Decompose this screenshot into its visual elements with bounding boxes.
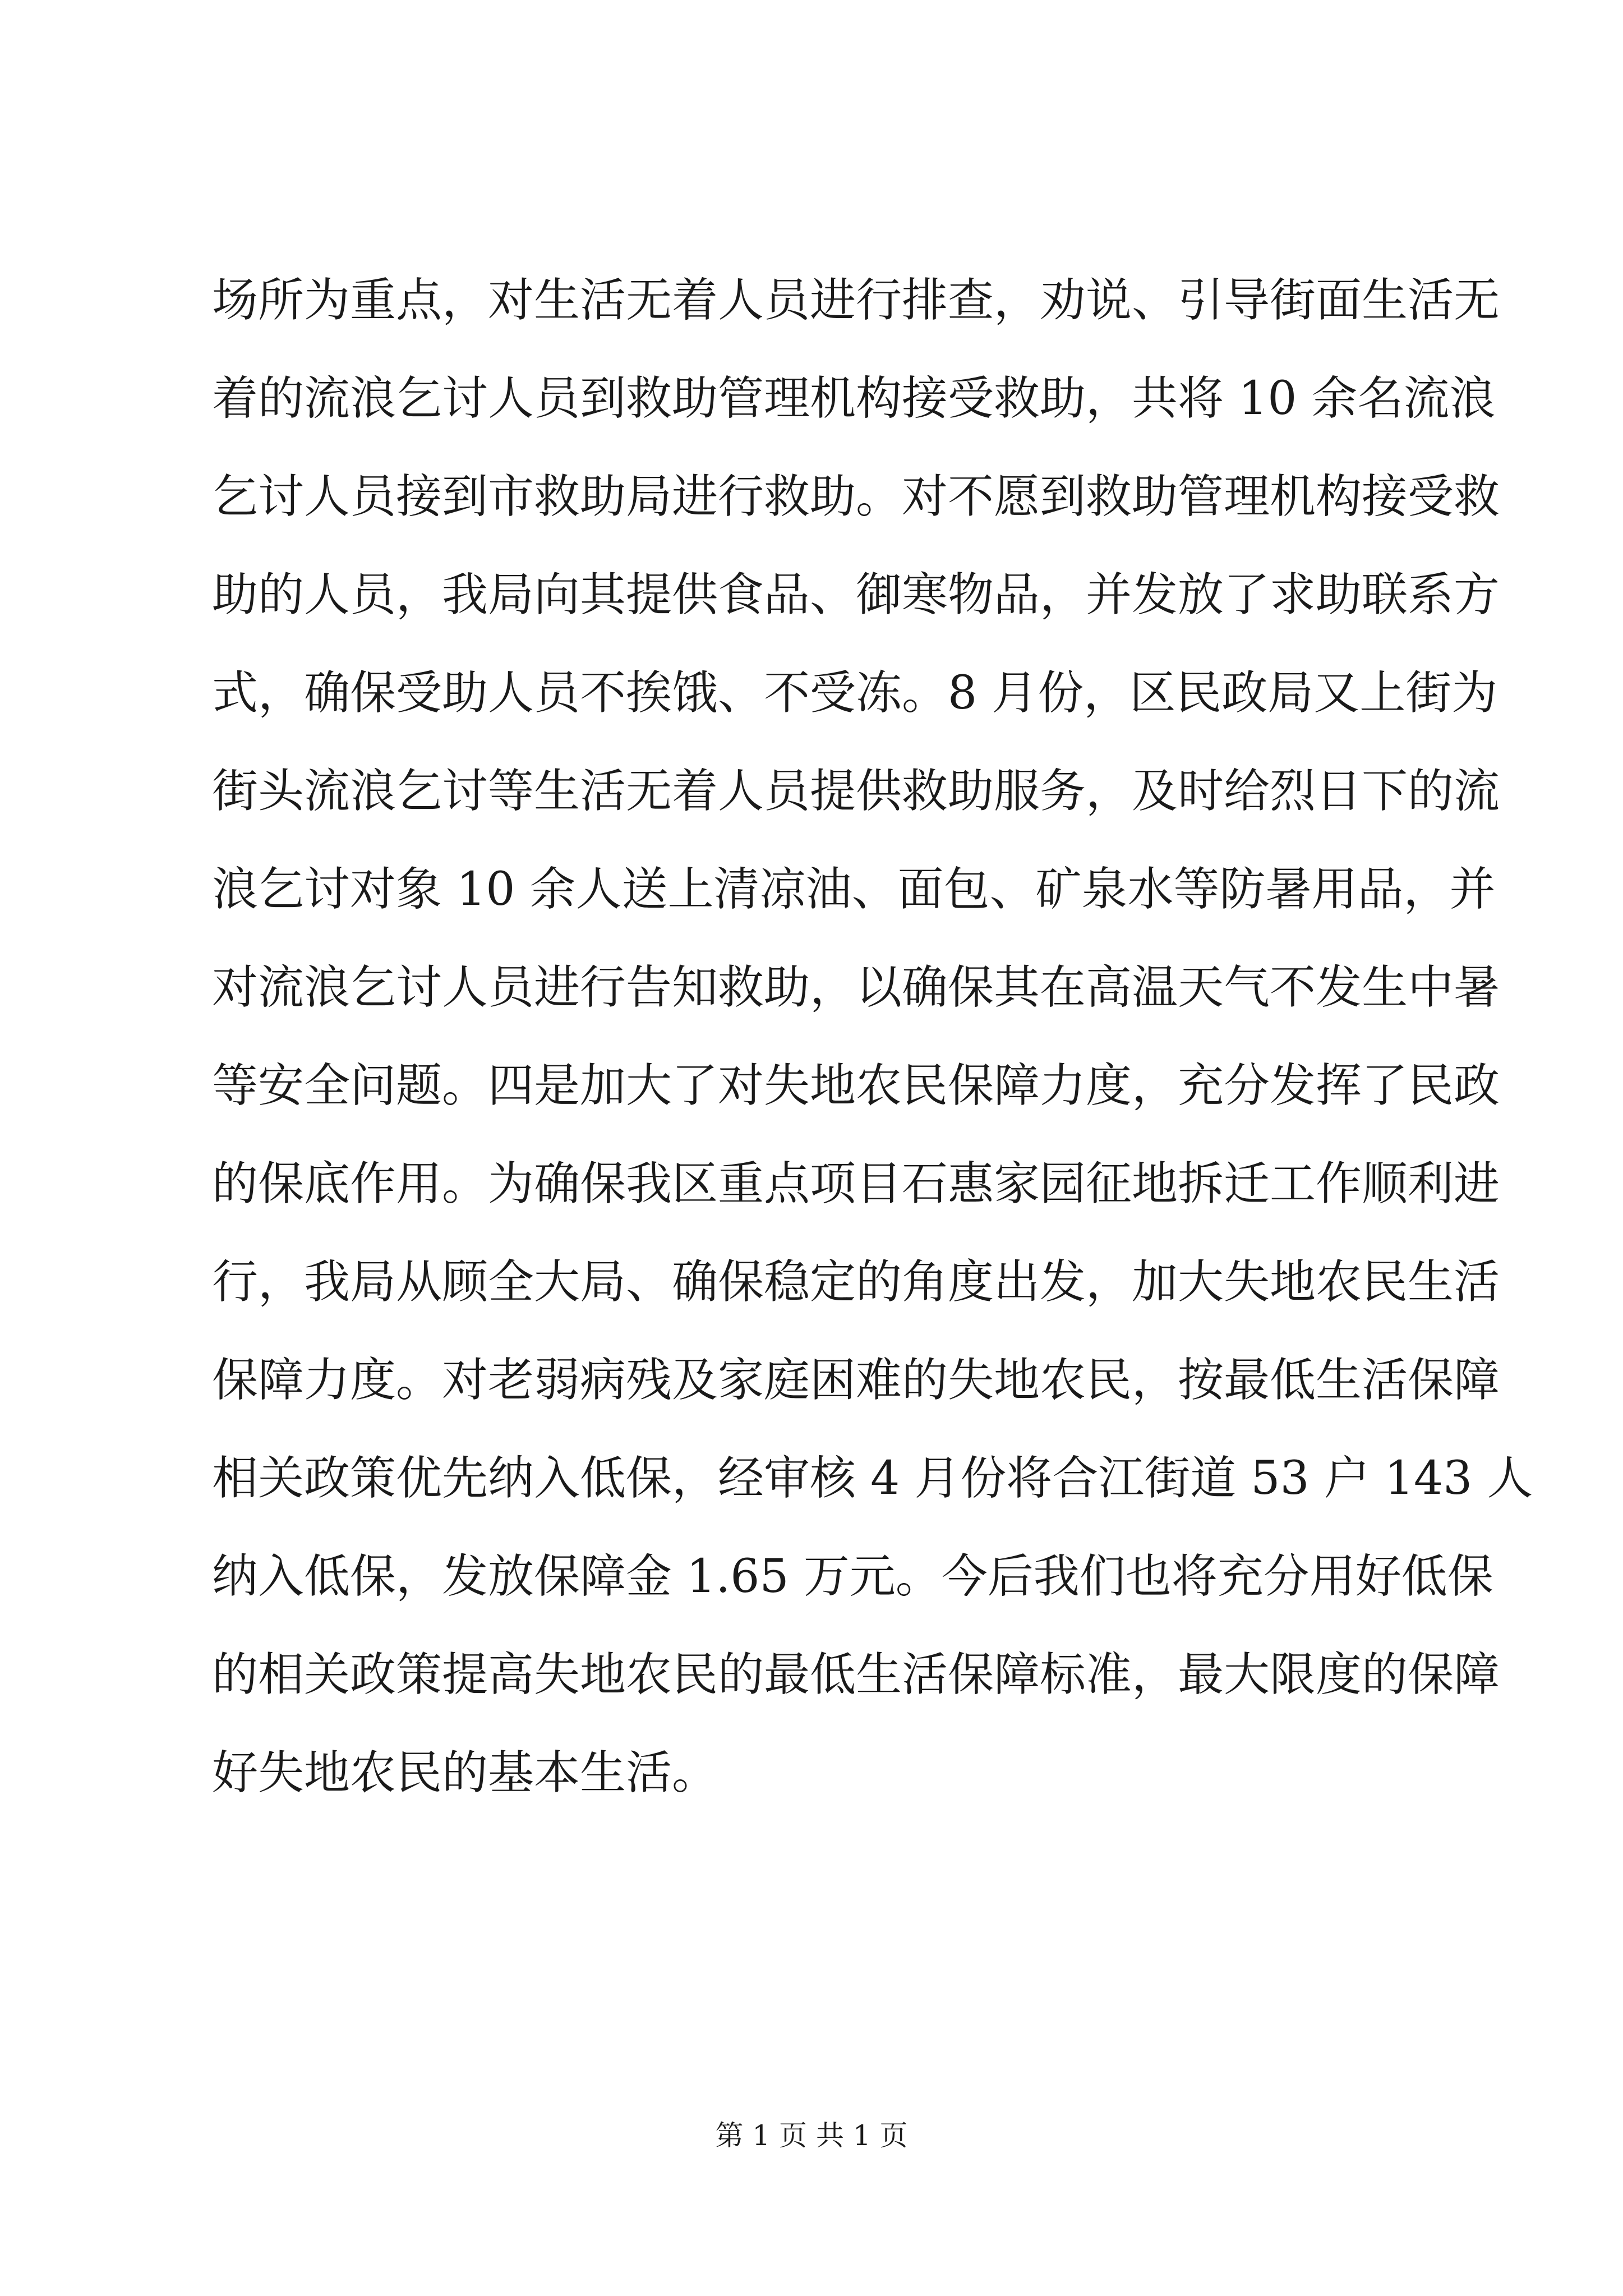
text-line: 浪乞讨对象 10 余人送上清凉油、面包、矿泉水等防暑用品，并	[212, 863, 1496, 916]
text-line: 助的人员，我局向其提供食品、御寒物品，并发放了求助联系方	[212, 568, 1500, 622]
text-line: 街头流浪乞讨等生活无着人员提供救助服务，及时给烈日下的流	[212, 765, 1500, 818]
text-line: 保障力度。对老弱病残及家庭困难的失地农民，按最低生活保障	[212, 1354, 1500, 1407]
text-line: 行，我局从顾全大局、确保稳定的角度出发，加大失地农民生活	[212, 1255, 1500, 1309]
text-line: 相关政策优先纳入低保，经审核 4 月份将合江街道 53 户 143 人	[212, 1452, 1533, 1505]
text-line: 等安全问题。四是加大了对失地农民保障力度，充分发挥了民政	[212, 1059, 1500, 1112]
text-line: 纳入低保，发放保障金 1.65 万元。今后我们也将充分用好低保	[212, 1550, 1493, 1603]
text-line: 式，确保受助人员不挨饿、不受冻。8 月份，区民政局又上街为	[212, 666, 1498, 720]
text-line: 好失地农民的基本生活。	[212, 1746, 718, 1800]
text-line: 对流浪乞讨人员进行告知救助，以确保其在高温天气不发生中暑	[212, 961, 1500, 1014]
text-line: 乞讨人员接到市救助局进行救助。对不愿到救助管理机构接受救	[212, 470, 1500, 523]
text-line: 场所为重点，对生活无着人员进行排查，劝说、引导街面生活无	[212, 274, 1500, 327]
text-line: 着的流浪乞讨人员到救助管理机构接受救助，共将 10 余名流浪	[212, 372, 1496, 425]
text-line: 的相关政策提高失地农民的最低生活保障标准，最大限度的保障	[212, 1648, 1500, 1701]
page-number-footer: 第 1 页 共 1 页	[715, 2119, 908, 2152]
body-paragraph	[212, 251, 1533, 1822]
text-line: 的保底作用。为确保我区重点项目石惠家园征地拆迁工作顺利进	[212, 1157, 1500, 1211]
